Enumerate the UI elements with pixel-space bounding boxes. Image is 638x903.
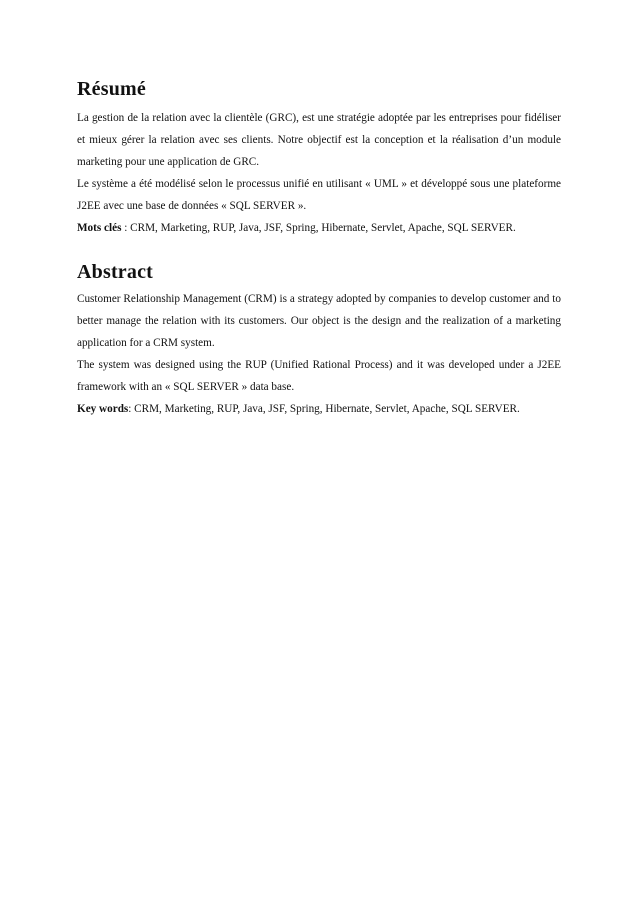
resume-keywords [77, 217, 561, 239]
abstract-keywords-text: : CRM, Marketing, RUP, Java, JSF, Spring, Hibernate, Servlet, Apache, SQL SERVER. [128, 403, 520, 415]
resume-paragraph-1: La gestion de la relation avec la clientèle (GRC), est une stratégie adoptée par les entreprises pour fidéliser et mieux gérer la relation avec ses clients. Notre objectif est la conception et la réalisation d’un module marketing pour une application de GRC. [77, 112, 561, 168]
abstract-heading: Abstract [77, 261, 154, 283]
resume-section [77, 76, 561, 239]
abstract-paragraph-1: Customer Relationship Management (CRM) is a strategy adopted by companies to develop customer and to better manage the relation with its customers. Our object is the design and the realization of a marketing application for a CRM system. [77, 293, 561, 349]
abstract-paragraph-2: The system was designed using the RUP (Unified Rational Process) and it was developed under a J2EE framework with an « SQL SERVER » data base. [77, 359, 561, 393]
resume-heading: Résumé [77, 78, 146, 100]
abstract-keywords-label: Key words [77, 403, 129, 415]
resume-keywords-label: Mots clés [77, 222, 122, 234]
document-page [77, 76, 561, 420]
resume-keywords-text: : CRM, Marketing, RUP, Java, JSF, Spring, Hibernate, Servlet, Apache, SQL SERVER. [121, 222, 516, 234]
abstract-keywords [77, 398, 561, 420]
resume-paragraph-2: Le système a été modélisé selon le processus unifié en utilisant « UML » et développé sous une plateforme J2EE avec une base de données « SQL SERVER ». [77, 178, 561, 212]
abstract-section [77, 259, 561, 420]
